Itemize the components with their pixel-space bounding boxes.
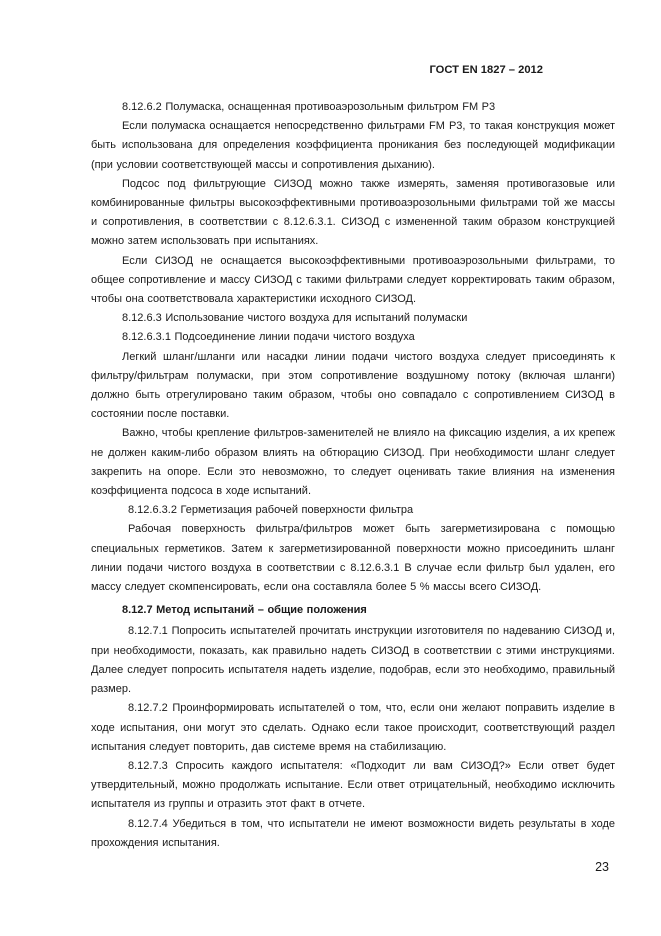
clause-8-12-7-3: 8.12.7.3 Спросить каждого испытателя: «Подходит ли вам СИЗОД?» Если ответ будет утвердительный, можно продолжать испытание. Если ответ отрицательный, необходимо исключить испытателя из группы и отразить этот факт в отчете. xyxy=(91,759,615,811)
document-body xyxy=(91,98,615,853)
paragraph: Важно, чтобы крепление фильтров-заменителей не влияло на фиксацию изделия, а их крепеж не должен каким-либо образом влиять на обтюрацию СИЗОД. При необходимости шланг следует закрепить на опоре. Если это невозможно, то следует оценивать такие влияния на изменения коэффициента подсоса в ходе испытаний. xyxy=(91,427,615,498)
document-header: ГОСТ EN 1827 – 2012 xyxy=(429,64,543,76)
clause-8-12-7-1: 8.12.7.1 Попросить испытателей прочитать инструкции изготовителя по надеванию СИЗОД и, при необходимости, показать, как правильно надеть СИЗОД в соответствии с этими инструкциями. Далее следует попросить испытателя надеть изделие, подобрав, если это необходимо, правильный размер. xyxy=(91,625,615,696)
paragraph: Рабочая поверхность фильтра/фильтров может быть загерметизирована с помощью специальных герметиков. Затем к загерметизированной поверхности можно присоединить шланг линии подачи чистого воздуха в соответствии с 8.12.6.3.1 В случае если фильтр был удален, его массу следует скомпенсировать, если она составляла более 5 % массы всего СИЗОД. xyxy=(91,523,615,594)
paragraph: Если полумаска оснащается непосредственно фильтрами FM P3, то такая конструкция может быть использована для определения коэффициента проникания без последующей модификации (при условии соответствующей массы и сопротивления дыханию). xyxy=(91,120,615,171)
section-8-12-7-heading: 8.12.7 Метод испытаний – общие положения xyxy=(122,604,367,617)
clause-8-12-6-3-heading: 8.12.6.3 Использование чистого воздуха для испытаний полумаски xyxy=(122,312,468,325)
clause-8-12-6-3-1-heading: 8.12.6.3.1 Подсоединение линии подачи чистого воздуха xyxy=(122,331,415,344)
paragraph: Легкий шланг/шланги или насадки линии подачи чистого воздуха следует присоединять к фильтру/фильтрам полумаски, при этом сопротивление воздушному потоку (включая шланги) должно быть отрегулировано таким образом, чтобы оно совпадало с сопротивлением СИЗОД в состоянии после поставки. xyxy=(91,350,615,421)
page-number: 23 xyxy=(595,860,609,874)
clause-8-12-7-2: 8.12.7.2 Проинформировать испытателей о том, что, если они желают поправить изделие в ходе испытания, они могут это сделать. Однако если такое происходит, соответствующий раздел испытания следует повторить, дав системе время на стабилизацию. xyxy=(91,702,615,753)
paragraph: Подсос под фильтрующие СИЗОД можно также измерять, заменяя противогазовые или комбинированные фильтры высокоэффективными противоаэрозольными фильтрами той же массы и сопротивления, в соответствии с 8.12.6.3.1. СИЗОД с измененной таким образом конструкцией можно затем использовать при испытаниях. xyxy=(91,177,615,248)
clause-8-12-7-4: 8.12.7.4 Убедиться в том, что испытатели не имеют возможности видеть результаты в ходе прохождения испытания. xyxy=(91,817,615,849)
paragraph: Если СИЗОД не оснащается высокоэффективными противоаэрозольными фильтрами, то общее сопротивление и массу СИЗОД с такими фильтрами следует корректировать таким образом, чтобы она соответствовала характеристики исходного СИЗОД. xyxy=(91,254,615,306)
clause-8-12-6-3-2-heading: 8.12.6.3.2 Герметизация рабочей поверхности фильтра xyxy=(128,504,414,517)
clause-8-12-6-2-heading: 8.12.6.2 Полумаска, оснащенная противоаэрозольным фильтром FM P3 xyxy=(122,101,496,113)
